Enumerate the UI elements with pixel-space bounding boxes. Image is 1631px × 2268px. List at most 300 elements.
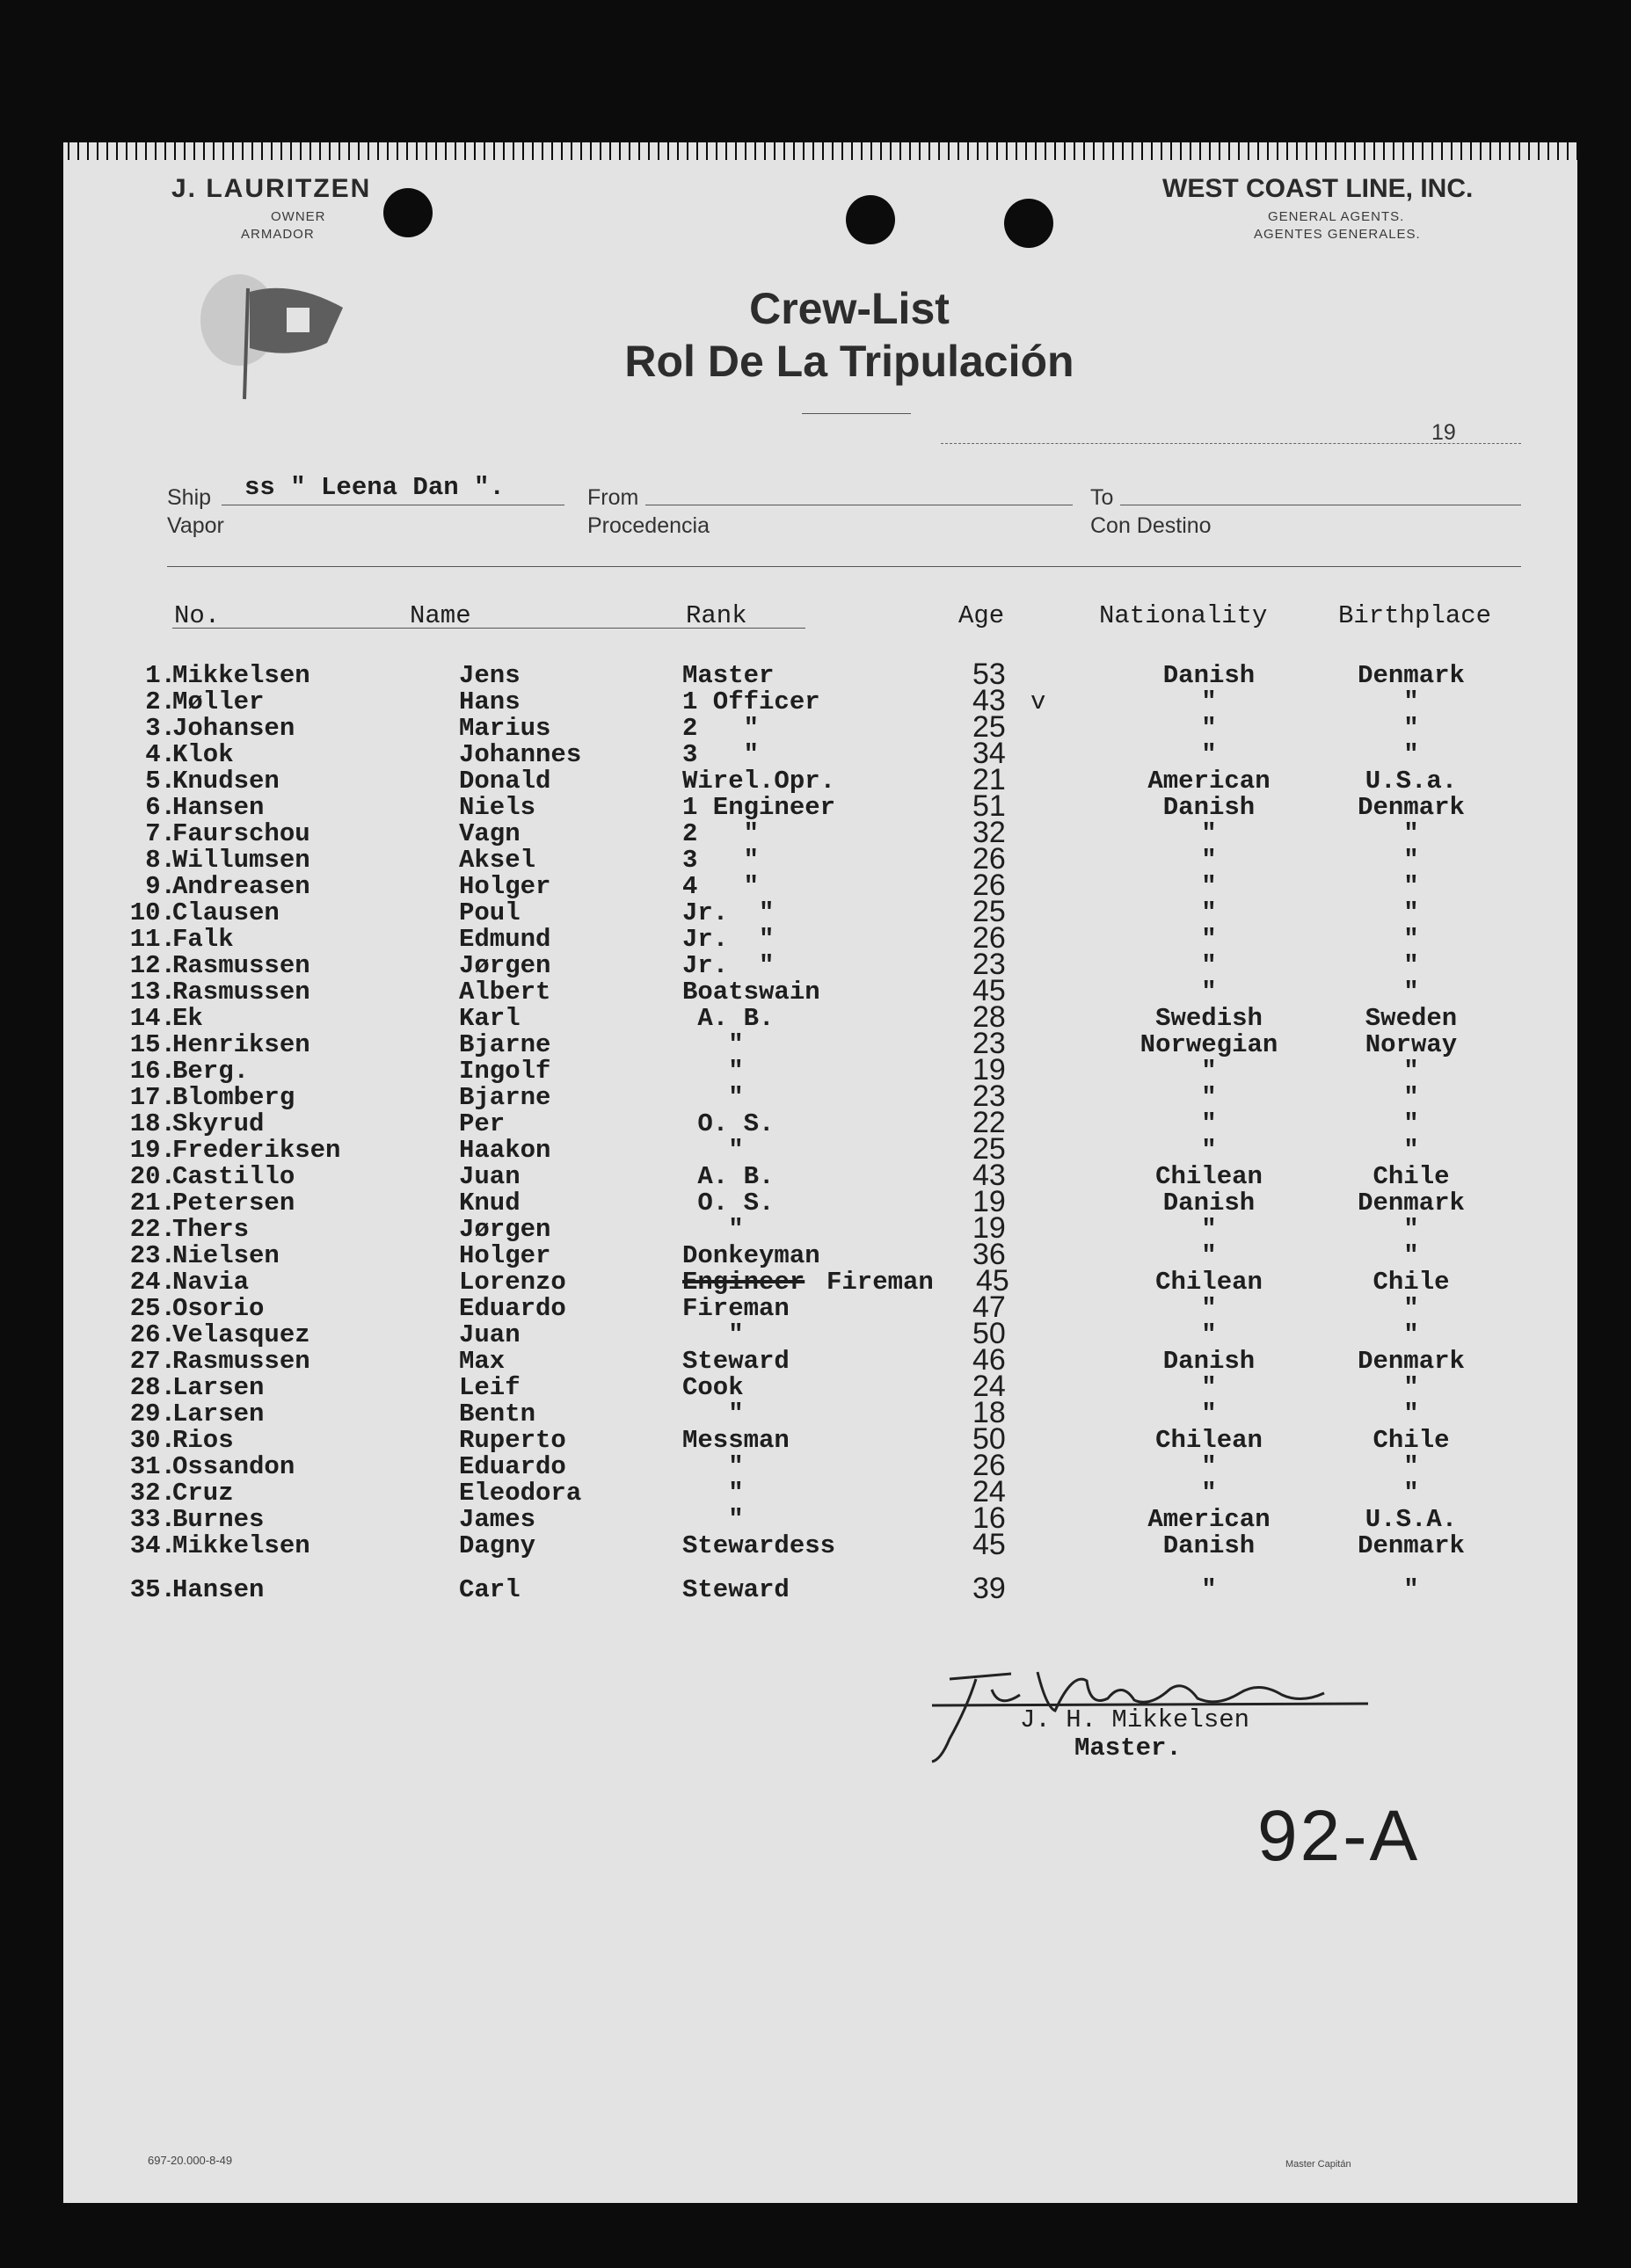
crew-row (0, 921, 1631, 955)
crew-first-name: Ruperto (459, 1426, 566, 1455)
crew-number: 2. (145, 687, 176, 716)
crew-number: 18. (129, 1109, 176, 1138)
crew-age: 32 (972, 816, 1006, 849)
crew-rank: 3 " (682, 740, 760, 769)
torn-top-edge (63, 142, 1577, 160)
crew-surname: Osorio (172, 1294, 265, 1323)
crew-age: 26 (972, 921, 1006, 955)
crew-first-name: Aksel (459, 846, 536, 875)
crew-first-name: Marius (459, 714, 551, 743)
ship-label: Ship (167, 485, 212, 510)
crew-surname: Frederiksen (172, 1136, 341, 1165)
crew-rank: Boatswain (682, 978, 820, 1007)
crew-surname: Petersen (172, 1189, 295, 1218)
crew-age: 25 (972, 1132, 1006, 1166)
crew-age: 19 (972, 1053, 1006, 1087)
crew-age: 25 (972, 895, 1006, 928)
crew-age: 26 (972, 1449, 1006, 1482)
crew-surname: Cruz (172, 1479, 234, 1508)
crew-surname: Rasmussen (172, 978, 310, 1007)
crew-birthplace: Denmark (1358, 1347, 1465, 1376)
to-label-es: Con Destino (1090, 513, 1212, 538)
crew-number: 21. (129, 1189, 176, 1218)
crew-nationality: Danish (1162, 793, 1256, 822)
crew-nationality: " (1201, 1373, 1217, 1402)
crew-age: 21 (972, 763, 1006, 796)
company-right-role: GENERAL AGENTS. (1268, 209, 1405, 224)
crew-nationality: American (1147, 1505, 1271, 1534)
crew-first-name: Niels (459, 793, 536, 822)
crew-number: 16. (129, 1057, 176, 1086)
column-header-birthplace: Birthplace (1338, 601, 1492, 630)
crew-first-name: Knud (459, 1189, 521, 1218)
crew-first-name: Johannes (459, 740, 582, 769)
crew-surname: Ek (172, 1004, 203, 1033)
crew-nationality: " (1201, 846, 1217, 875)
crew-first-name: Carl (459, 1575, 521, 1604)
crew-nationality: Chilean (1155, 1426, 1263, 1455)
crew-surname: Rasmussen (172, 951, 310, 980)
crew-rank: Jr. " (682, 951, 775, 980)
crew-birthplace: " (1403, 1057, 1419, 1086)
crew-first-name: Per (459, 1109, 506, 1138)
crew-age: 45 (976, 1264, 1009, 1298)
crew-row (0, 1159, 1631, 1192)
crew-number: 12. (129, 951, 176, 980)
crew-number: 7. (145, 819, 176, 848)
crew-age: 18 (972, 1396, 1006, 1429)
crew-birthplace: U.S.A. (1365, 1505, 1458, 1534)
punch-hole (1004, 199, 1053, 248)
column-header-nationality: Nationality (1099, 601, 1268, 630)
crew-birthplace: " (1403, 1575, 1419, 1604)
page-mark: 92-A (1257, 1796, 1421, 1876)
crew-age: 47 (972, 1290, 1006, 1324)
crew-surname: Knudsen (172, 767, 280, 796)
crew-rank: Steward (682, 1575, 790, 1604)
crew-row (0, 1475, 1631, 1508)
crew-row (0, 1370, 1631, 1403)
footer-master-label: Master Capitán (1285, 2159, 1351, 2170)
crew-nationality: " (1201, 1136, 1217, 1165)
crew-surname: Larsen (172, 1399, 265, 1428)
crew-nationality: Norwegian (1140, 1030, 1278, 1059)
crew-rank: " (682, 1215, 744, 1244)
crew-rank: Master (682, 661, 775, 690)
crew-row (0, 737, 1631, 770)
crew-birthplace: " (1403, 1241, 1419, 1270)
crew-birthplace: " (1403, 1136, 1419, 1165)
crew-first-name: Albert (459, 978, 551, 1007)
crew-age: 23 (972, 1079, 1006, 1113)
crew-age: 36 (972, 1238, 1006, 1271)
crew-nationality: " (1201, 819, 1217, 848)
column-header-rank: Rank (686, 601, 747, 630)
crew-age: 19 (972, 1211, 1006, 1245)
crew-birthplace: " (1403, 714, 1419, 743)
crew-row (0, 1238, 1631, 1271)
crew-surname: Castillo (172, 1162, 295, 1191)
punch-hole (383, 188, 433, 237)
crew-rank: Fireman (682, 1294, 790, 1323)
to-label: To (1090, 485, 1114, 510)
column-header-age: Age (958, 601, 1005, 630)
crew-rank: 2 " (682, 714, 760, 743)
crew-birthplace: " (1403, 898, 1419, 927)
crew-nationality: " (1201, 714, 1217, 743)
crew-birthplace: " (1403, 1399, 1419, 1428)
crew-rank: " (682, 1030, 744, 1059)
crew-surname: Clausen (172, 898, 280, 927)
crew-birthplace: " (1403, 1373, 1419, 1402)
crew-first-name: Juan (459, 1320, 521, 1349)
crew-nationality: Danish (1162, 1531, 1256, 1560)
crew-nationality: " (1201, 951, 1217, 980)
crew-surname: Johansen (172, 714, 295, 743)
crew-nationality: " (1201, 1057, 1217, 1086)
crew-row (0, 1106, 1631, 1139)
crew-surname: Hansen (172, 1575, 265, 1604)
crew-row (0, 948, 1631, 981)
crew-rank: Donkeyman (682, 1241, 820, 1270)
crew-age: 43 (972, 1159, 1006, 1192)
crew-rank: " (682, 1479, 744, 1508)
crew-age: 43 (972, 684, 1006, 717)
crew-rank: " (682, 1505, 744, 1534)
crew-first-name: Holger (459, 872, 551, 901)
column-header-name: Name (410, 601, 471, 630)
crew-nationality: " (1201, 1452, 1217, 1481)
crew-surname: Andreasen (172, 872, 310, 901)
crew-first-name: Bjarne (459, 1083, 551, 1112)
crew-age: 24 (972, 1475, 1006, 1508)
crew-surname: Mikkelsen (172, 661, 310, 690)
crew-first-name: Lorenzo (459, 1268, 566, 1297)
crew-row (0, 1185, 1631, 1218)
crew-age: 28 (972, 1000, 1006, 1034)
company-flag-logo (195, 267, 353, 408)
crew-row (0, 1396, 1631, 1429)
crew-birthplace: " (1403, 1294, 1419, 1323)
crew-nationality: " (1201, 1575, 1217, 1604)
crew-nationality: " (1201, 925, 1217, 954)
crew-row (0, 869, 1631, 902)
crew-birthplace: " (1403, 1479, 1419, 1508)
crew-first-name: Hans (459, 687, 521, 716)
crew-rank: Jr. " (682, 898, 775, 927)
crew-age: 53 (972, 658, 1006, 691)
crew-nationality: " (1201, 687, 1217, 716)
crew-rank: " (682, 1136, 744, 1165)
crew-number: 29. (129, 1399, 176, 1428)
crew-birthplace: " (1403, 1083, 1419, 1112)
document-title: Crew-List (749, 284, 950, 333)
crew-age: 45 (972, 974, 1006, 1007)
crew-age: 25 (972, 710, 1006, 744)
crew-number: 22. (129, 1215, 176, 1244)
crew-birthplace: Denmark (1358, 1189, 1465, 1218)
crew-number: 30. (129, 1426, 176, 1455)
crew-birthplace: " (1403, 872, 1419, 901)
crew-nationality: " (1201, 1241, 1217, 1270)
ship-name-value: ss " Leena Dan ". (244, 473, 505, 502)
crew-first-name: Dagny (459, 1531, 536, 1560)
company-left-role-es: ARMADOR (241, 227, 315, 242)
crew-row (0, 658, 1631, 691)
crew-surname: Velasquez (172, 1320, 310, 1349)
crew-age: 46 (972, 1343, 1006, 1377)
crew-birthplace: " (1403, 1452, 1419, 1481)
crew-age: 24 (972, 1370, 1006, 1403)
crew-first-name: Max (459, 1347, 506, 1376)
crew-number: 9. (145, 872, 176, 901)
title-rule (802, 413, 911, 414)
form-number: 697-20.000-8-49 (148, 2154, 233, 2167)
crew-rank: " (682, 1320, 744, 1349)
crew-row (0, 974, 1631, 1007)
crew-first-name: Eduardo (459, 1452, 566, 1481)
crew-number: 6. (145, 793, 176, 822)
crew-row (0, 1053, 1631, 1087)
crew-nationality: " (1201, 1083, 1217, 1112)
crew-birthplace: " (1403, 978, 1419, 1007)
crew-row (0, 789, 1631, 823)
crew-nationality: " (1201, 898, 1217, 927)
crew-rank: 2 " (682, 819, 760, 848)
crew-surname: Larsen (172, 1373, 265, 1402)
crew-surname: Blomberg (172, 1083, 295, 1112)
crew-rank: O. S. (682, 1109, 775, 1138)
crew-number: 13. (129, 978, 176, 1007)
crew-row (0, 895, 1631, 928)
crew-first-name: Donald (459, 767, 551, 796)
crew-surname: Burnes (172, 1505, 265, 1534)
crew-rank: Steward (682, 1347, 790, 1376)
column-header-underline (172, 628, 805, 629)
crew-number: 31. (129, 1452, 176, 1481)
crew-surname: Thers (172, 1215, 250, 1244)
crew-birthplace: Chile (1373, 1426, 1450, 1455)
crew-birthplace: " (1403, 1320, 1419, 1349)
crew-nationality: Danish (1162, 1347, 1256, 1376)
crew-rank-struck: Engineer (682, 1268, 805, 1297)
crew-rank: Fireman (826, 1268, 934, 1297)
crew-age: 34 (972, 737, 1006, 770)
crew-rank: " (682, 1452, 744, 1481)
crew-row (0, 1528, 1631, 1561)
crew-first-name: Ingolf (459, 1057, 551, 1086)
crew-row (0, 684, 1631, 717)
crew-row (0, 1572, 1631, 1605)
crew-number: 27. (129, 1347, 176, 1376)
company-right-name: WEST COAST LINE, INC. (1162, 174, 1474, 203)
crew-row (0, 1027, 1631, 1060)
crew-row (0, 1501, 1631, 1535)
crew-age: 26 (972, 842, 1006, 876)
crew-surname: Møller (172, 687, 265, 716)
crew-number: 11. (129, 925, 176, 954)
signer-title: Master. (1074, 1734, 1182, 1763)
crew-first-name: Eduardo (459, 1294, 566, 1323)
crew-rank: Wirel.Opr. (682, 767, 836, 796)
crew-nationality: Danish (1162, 1189, 1256, 1218)
crew-birthplace: " (1403, 951, 1419, 980)
crew-birthplace: Sweden (1365, 1004, 1458, 1033)
crew-rank: O. S. (682, 1189, 775, 1218)
crew-nationality: " (1201, 1320, 1217, 1349)
crew-birthplace: " (1403, 819, 1419, 848)
crew-surname: Navia (172, 1268, 250, 1297)
crew-surname: Mikkelsen (172, 1531, 310, 1560)
crew-nationality: " (1201, 740, 1217, 769)
crew-age: 19 (972, 1185, 1006, 1218)
crew-first-name: Karl (459, 1004, 521, 1033)
crew-first-name: Vagn (459, 819, 521, 848)
crew-nationality: Chilean (1155, 1268, 1263, 1297)
crew-number: 25. (129, 1294, 176, 1323)
crew-rank: Messman (682, 1426, 790, 1455)
crew-rank: 3 " (682, 846, 760, 875)
crew-first-name: Jørgen (459, 1215, 551, 1244)
crew-age: 23 (972, 1027, 1006, 1060)
crew-surname: Rios (172, 1426, 234, 1455)
crew-number: 8. (145, 846, 176, 875)
crew-birthplace: Chile (1373, 1162, 1450, 1191)
crew-rank: A. B. (682, 1162, 775, 1191)
crew-number: 3. (145, 714, 176, 743)
crew-first-name: Holger (459, 1241, 551, 1270)
crew-nationality: " (1201, 1215, 1217, 1244)
crew-number: 20. (129, 1162, 176, 1191)
crew-rank: Jr. " (682, 925, 775, 954)
crew-first-name: Eleodora (459, 1479, 582, 1508)
crew-surname: Skyrud (172, 1109, 265, 1138)
crew-row (0, 763, 1631, 796)
crew-surname: Nielsen (172, 1241, 280, 1270)
company-left-role: OWNER (271, 209, 326, 224)
crew-first-name: Bentn (459, 1399, 536, 1428)
crew-nationality: " (1201, 978, 1217, 1007)
crew-rank: Stewardess (682, 1531, 836, 1560)
crew-nationality: " (1201, 1109, 1217, 1138)
crew-surname: Falk (172, 925, 234, 954)
crew-birthplace: " (1403, 687, 1419, 716)
crew-row (0, 1079, 1631, 1113)
crew-row (0, 1290, 1631, 1324)
crew-age: 45 (972, 1528, 1006, 1561)
crew-rank: A. B. (682, 1004, 775, 1033)
crew-age: 50 (972, 1317, 1006, 1350)
crew-row (0, 1000, 1631, 1034)
column-header-no: No. (174, 601, 221, 630)
crew-number: 34. (129, 1531, 176, 1560)
crew-nationality: Swedish (1155, 1004, 1263, 1033)
header-divider (167, 566, 1521, 567)
crew-nationality: American (1147, 767, 1271, 796)
check-mark: v (1030, 687, 1046, 716)
crew-surname: Henriksen (172, 1030, 310, 1059)
crew-number: 10. (129, 898, 176, 927)
crew-number: 35. (129, 1575, 176, 1604)
crew-first-name: Jørgen (459, 951, 551, 980)
crew-birthplace: " (1403, 740, 1419, 769)
crew-number: 4. (145, 740, 176, 769)
crew-birthplace: Chile (1373, 1268, 1450, 1297)
crew-number: 14. (129, 1004, 176, 1033)
crew-first-name: Bjarne (459, 1030, 551, 1059)
crew-surname: Klok (172, 740, 234, 769)
crew-row (0, 1317, 1631, 1350)
crew-age: 16 (972, 1501, 1006, 1535)
crew-surname: Berg. (172, 1057, 250, 1086)
crew-rank: " (682, 1057, 744, 1086)
crew-birthplace: U.S.a. (1365, 767, 1458, 796)
crew-number: 33. (129, 1505, 176, 1534)
crew-nationality: Chilean (1155, 1162, 1263, 1191)
crew-row (0, 842, 1631, 876)
crew-row (0, 1264, 1631, 1298)
company-left-name: J. LAURITZEN (171, 174, 372, 203)
document-title-es: Rol De La Tripulación (624, 337, 1074, 386)
crew-age: 51 (972, 789, 1006, 823)
crew-rank: 1 Engineer (682, 793, 836, 822)
crew-surname: Ossandon (172, 1452, 295, 1481)
crew-number: 28. (129, 1373, 176, 1402)
crew-number: 15. (129, 1030, 176, 1059)
crew-birthplace: " (1403, 1109, 1419, 1138)
crew-number: 19. (129, 1136, 176, 1165)
crew-row (0, 816, 1631, 849)
crew-surname: Hansen (172, 793, 265, 822)
crew-age: 23 (972, 948, 1006, 981)
crew-age: 22 (972, 1106, 1006, 1139)
ship-label-es: Vapor (167, 513, 224, 538)
crew-birthplace: " (1403, 846, 1419, 875)
crew-row (0, 1343, 1631, 1377)
crew-row (0, 710, 1631, 744)
crew-surname: Willumsen (172, 846, 310, 875)
company-right-role-es: AGENTES GENERALES. (1254, 227, 1421, 242)
crew-birthplace: " (1403, 1215, 1419, 1244)
crew-number: 23. (129, 1241, 176, 1270)
crew-age: 26 (972, 869, 1006, 902)
crew-number: 26. (129, 1320, 176, 1349)
crew-rank: " (682, 1399, 744, 1428)
crew-first-name: Juan (459, 1162, 521, 1191)
crew-row (0, 1132, 1631, 1166)
crew-number: 5. (145, 767, 176, 796)
crew-birthplace: Denmark (1358, 661, 1465, 690)
crew-age: 39 (972, 1572, 1006, 1605)
crew-surname: Faurschou (172, 819, 310, 848)
from-label-es: Procedencia (587, 513, 710, 538)
crew-nationality: " (1201, 1399, 1217, 1428)
crew-number: 17. (129, 1083, 176, 1112)
crew-row (0, 1211, 1631, 1245)
from-label: From (587, 485, 639, 510)
crew-first-name: Poul (459, 898, 521, 927)
crew-birthplace: Denmark (1358, 1531, 1465, 1560)
crew-number: 24. (129, 1268, 176, 1297)
crew-row (0, 1449, 1631, 1482)
crew-birthplace: " (1403, 925, 1419, 954)
crew-first-name: Leif (459, 1373, 521, 1402)
crew-nationality: " (1201, 1479, 1217, 1508)
signer-name: J. H. Mikkelsen (1020, 1705, 1250, 1734)
date-year: 19 (1431, 420, 1456, 445)
crew-rank: Cook (682, 1373, 744, 1402)
crew-first-name: James (459, 1505, 536, 1534)
